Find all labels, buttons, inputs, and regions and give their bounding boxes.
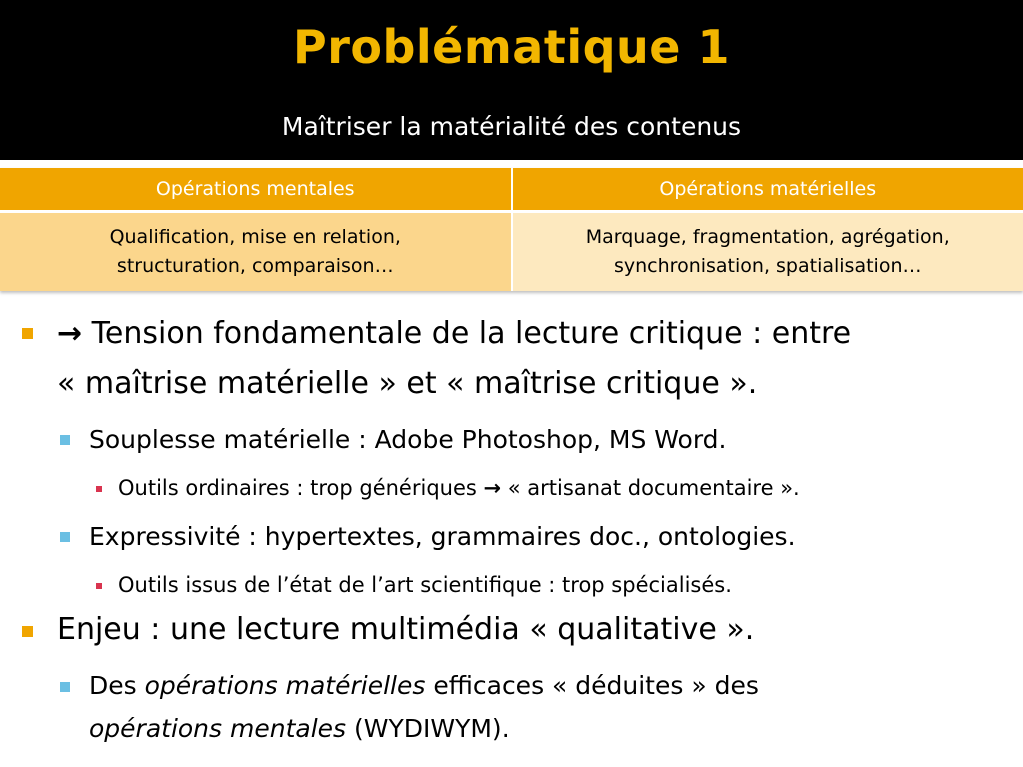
- bullet-outils-ordinaires: Outils ordinaires : trop génériques → « artisanat documentaire ».: [118, 476, 800, 500]
- table-row: [0, 213, 1023, 291]
- bullet-expressivite: Expressivité : hypertextes, grammaires doc., ontologies.: [89, 522, 796, 551]
- table-header-mentales: Opérations mentales: [0, 168, 512, 210]
- bullet-square-icon: [60, 435, 70, 445]
- cell-line: structuration, comparaison…: [116, 255, 394, 277]
- bullet-square-icon: [60, 532, 70, 542]
- bullet-square-icon: [96, 583, 102, 589]
- bullet-square-icon: [96, 486, 102, 492]
- table-cell-materielles: [512, 213, 1023, 291]
- slide-header: [0, 0, 1023, 160]
- slide-title: Problématique 1: [292, 20, 731, 74]
- cell-line: Marquage, fragmentation, agrégation,: [585, 225, 950, 248]
- bullet-des-operations-line2: opérations mentales (WYDIWYM).: [89, 714, 510, 743]
- bullet-tension-line1: → Tension fondamentale de la lecture critique : entre: [57, 316, 852, 351]
- arrow-icon: →: [57, 316, 83, 351]
- bullet-enjeu: Enjeu : une lecture multimédia « qualitative ».: [57, 612, 755, 647]
- slide-subtitle: Maîtriser la matérialité des contenus: [281, 112, 742, 141]
- cell-line: Qualification, mise en relation,: [109, 225, 401, 248]
- bullet-square-icon: [22, 626, 33, 637]
- bullet-square-icon: [60, 682, 70, 692]
- cell-line: synchronisation, spatialisation…: [614, 255, 922, 277]
- table-header-materielles: Opérations matérielles: [512, 168, 1023, 210]
- operations-table: [0, 168, 1023, 291]
- table-header-row: [0, 168, 1023, 210]
- arrow-icon: →: [483, 476, 502, 500]
- bullet-outils-issus: Outils issus de l’état de l’art scientifique : trop spécialisés.: [118, 573, 732, 597]
- bullet-square-icon: [22, 328, 33, 339]
- bullet-tension-line2: « maîtrise matérielle » et « maîtrise critique ».: [57, 366, 758, 401]
- table-cell-mentales: [0, 213, 512, 291]
- bullet-souplesse: Souplesse matérielle : Adobe Photoshop, MS Word.: [89, 425, 727, 454]
- bullet-des-operations-line1: Des opérations matérielles efficaces « déduites » des: [89, 671, 759, 700]
